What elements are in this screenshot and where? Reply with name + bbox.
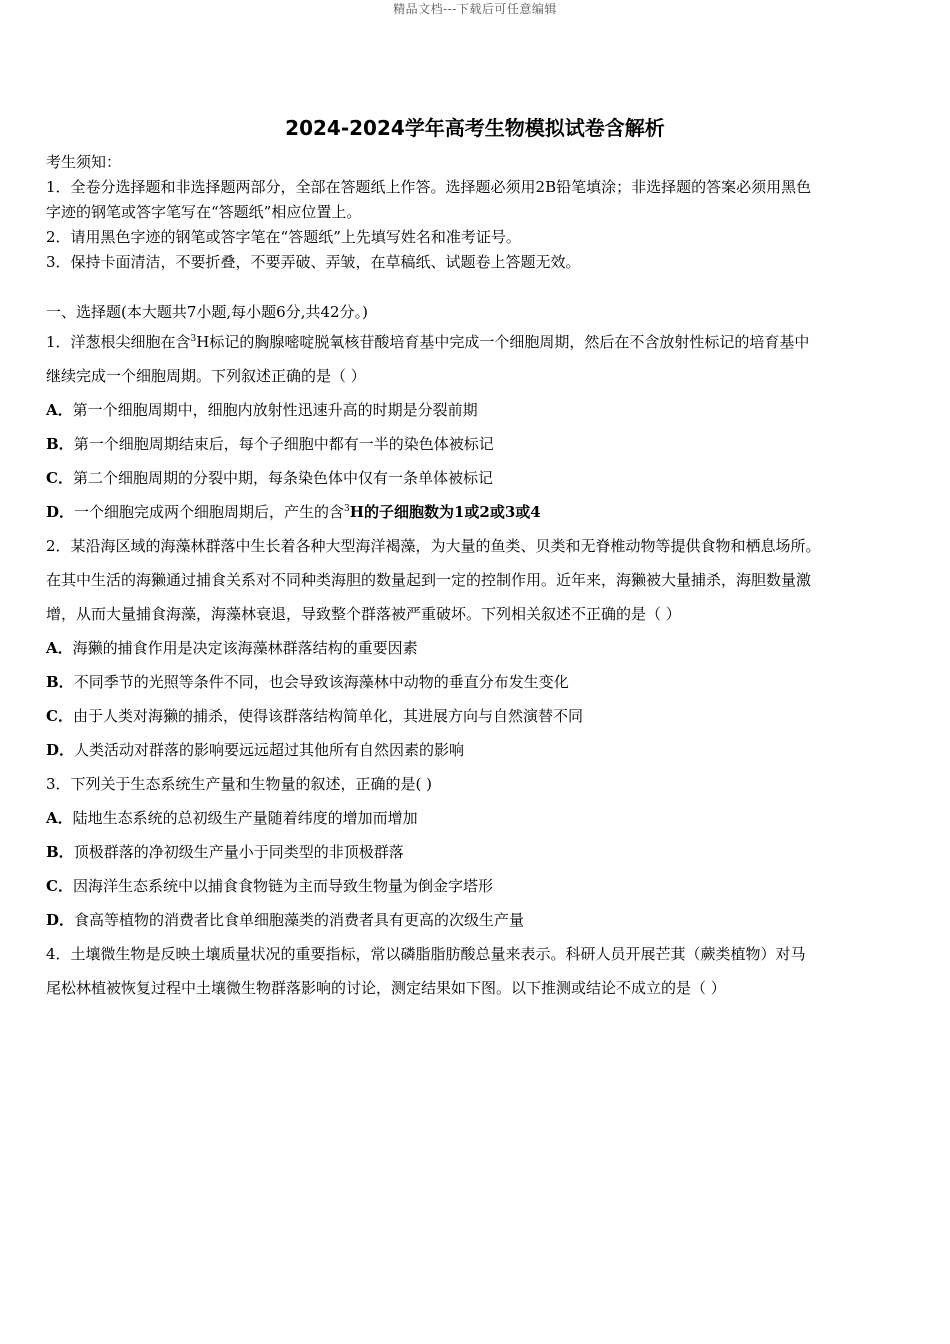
option-a: A．陆地生态系统的总初级生产量随着纬度的增加而增加 [46, 809, 418, 827]
option-d: D．一个细胞完成两个细胞周期后，产生的含$^3$H的子细胞数为1或2或3或4 [46, 503, 541, 521]
question-3 [46, 767, 906, 937]
question-text: 2．某沿海区域的海藻林群落中生长着各种大型海洋褐藻，为大量的鱼类、贝类和无脊椎动物等提供食物和栖息场所。 [46, 537, 821, 555]
question-text: 1．洋葱根尖细胞在含$^3$H标记的胸腺嘧啶脱氧核苷酸培育基中完成一个细胞周期，然后在不含放射性标记的培育基中 [46, 333, 810, 351]
section-heading: 一、选择题(本大题共7小题,每小题6分,共42分。) [46, 303, 368, 321]
option-d: D．食高等植物的消费者比食单细胞藻类的消费者具有更高的次级生产量 [46, 911, 525, 929]
notice-item: 字迹的钢笔或答字笔写在“答题纸”相应位置上。 [46, 203, 362, 221]
option-d: D．人类活动对群落的影响要远远超过其他所有自然因素的影响 [46, 741, 465, 759]
question-text: 3．下列关于生态系统生产量和生物量的叙述，正确的是( ) [46, 775, 433, 793]
option-c: C．由于人类对海獭的捕杀，使得该群落结构简单化，其进展方向与自然演替不同 [46, 707, 583, 725]
question-2 [46, 529, 906, 767]
question-text: 增，从而大量捕食海藻，海藻林衰退，导致整个群落被严重破坏。下列相关叙述不正确的是（ ） [46, 605, 681, 623]
question-text: 4．土壤微生物是反映土壤质量状况的重要指标，常以磷脂脂肪酸总量来表示。科研人员开展芒萁（蕨类植物）对马 [46, 945, 806, 963]
notice-item: 2．请用黑色字迹的钢笔或答字笔在“答题纸”上先填写姓名和准考证号。 [46, 228, 521, 246]
page-title: 2024-2024学年高考生物模拟试卷含解析 [285, 116, 665, 140]
question-text: 尾松林植被恢复过程中土壤微生物群落影响的讨论，测定结果如下图。以下推测或结论不成立的是（ ） [46, 979, 726, 997]
option-a: A．海獭的捕食作用是决定该海藻林群落结构的重要因素 [46, 639, 418, 657]
header-watermark: 精品文档---下载后可任意编辑 [393, 2, 557, 16]
option-c: C．因海洋生态系统中以捕食食物链为主而导致生物量为倒金字塔形 [46, 877, 493, 895]
question-text: 继续完成一个细胞周期。下列叙述正确的是（ ） [46, 367, 366, 385]
notice-heading: 考生须知： [46, 153, 122, 171]
option-b: B．顶极群落的净初级生产量小于同类型的非顶极群落 [46, 843, 404, 861]
question-4 [46, 937, 906, 1005]
option-a: A．第一个细胞周期中，细胞内放射性迅速升高的时期是分裂前期 [46, 401, 478, 419]
document-body [46, 150, 906, 1005]
option-b: B．不同季节的光照等条件不同，也会导致该海藻林中动物的垂直分布发生变化 [46, 673, 569, 691]
exam-notice [46, 150, 906, 275]
option-c: C．第二个细胞周期的分裂中期，每条染色体中仅有一条单体被标记 [46, 469, 493, 487]
notice-item: 3．保持卡面清洁，不要折叠，不要弄破、弄皱，在草稿纸、试题卷上答题无效。 [46, 253, 581, 271]
option-b: B．第一个细胞周期结束后，每个子细胞中都有一半的染色体被标记 [46, 435, 494, 453]
question-text: 在其中生活的海獭通过捕食关系对不同种类海胆的数量起到一定的控制作用。近年来，海獭被大量捕杀，海胆数量激 [46, 571, 812, 589]
question-1 [46, 325, 906, 529]
notice-item: 1．全卷分选择题和非选择题两部分，全部在答题纸上作答。选择题必须用2B铅笔填涂；非选择题的答案必须用黑色 [46, 178, 812, 196]
